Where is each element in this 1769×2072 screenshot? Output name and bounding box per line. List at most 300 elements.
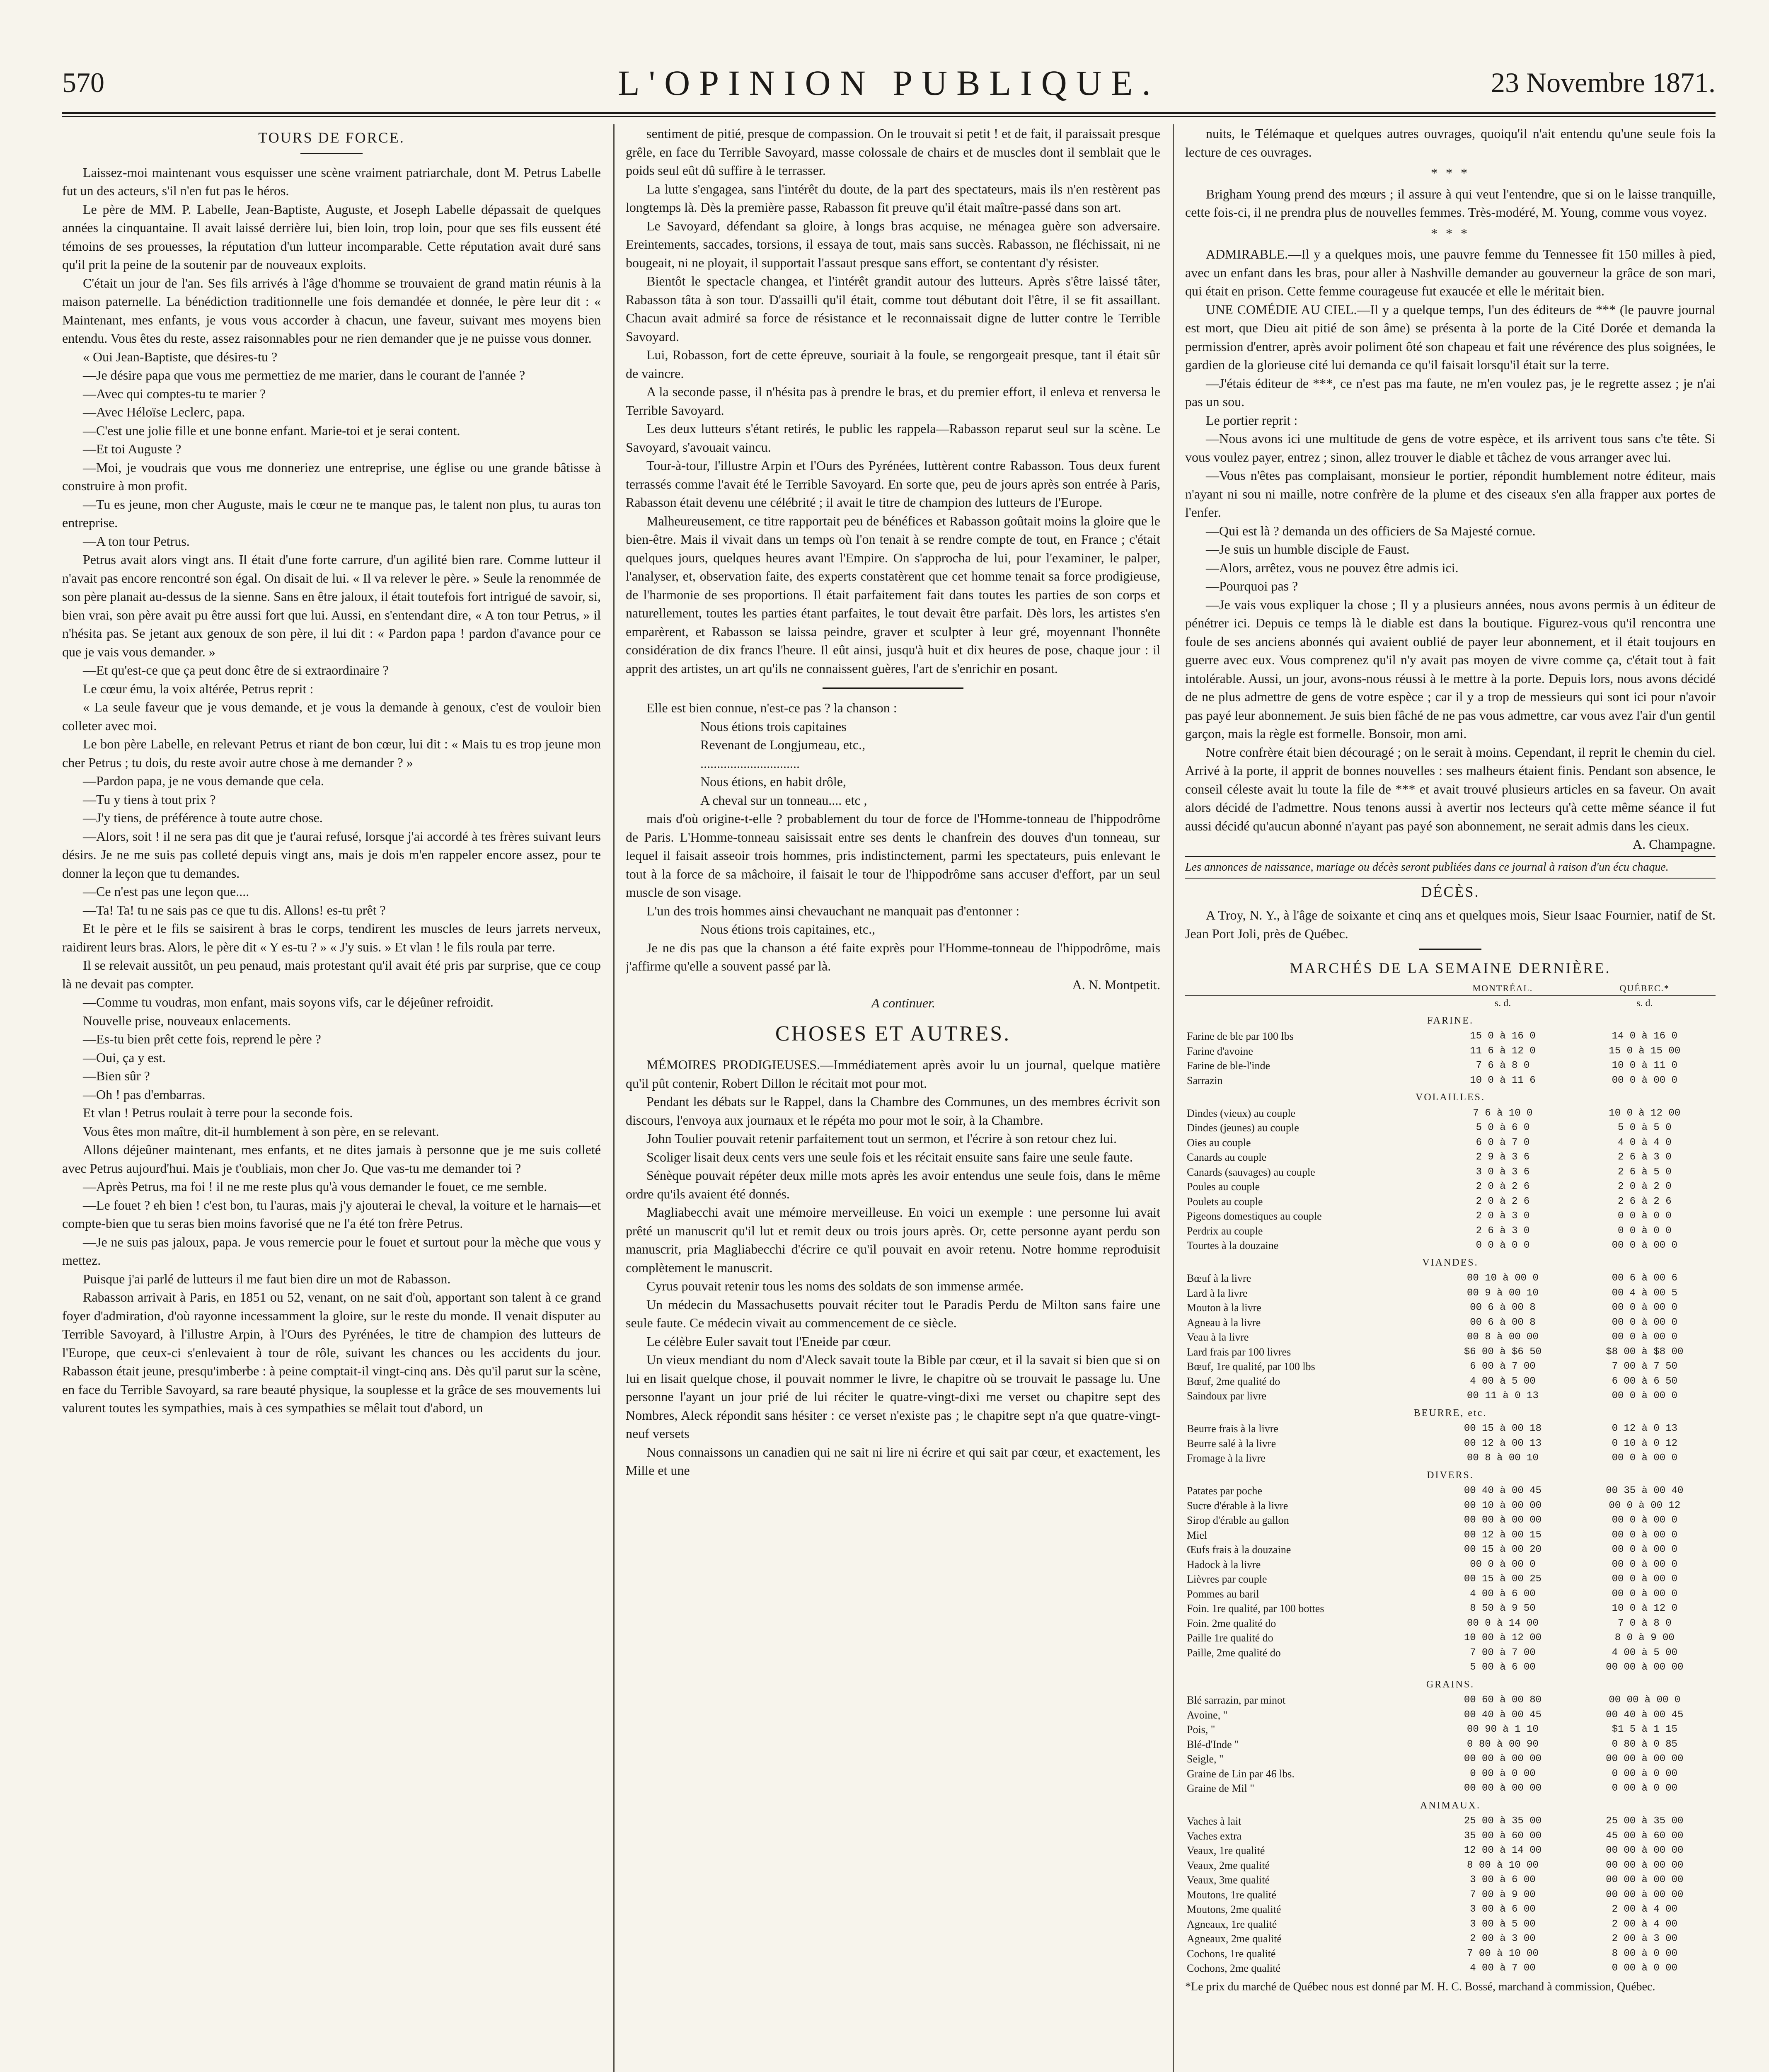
paragraph: Nous étions trois capitaines <box>700 719 847 734</box>
market-section-heading: VIANDES. <box>1422 1257 1479 1268</box>
market-item: Agneau à la livre <box>1187 1316 1261 1329</box>
market-item: Paille 1re qualité do <box>1187 1632 1273 1644</box>
quebec-price: 00 00 à 00 00 <box>1606 1753 1684 1765</box>
quebec-price: 45 00 à 60 00 <box>1606 1830 1684 1842</box>
paragraph: —Comme tu voudras, mon enfant, mais soyons vifs, car le déjeûner refroidit. <box>83 995 494 1009</box>
montreal-price: 4 00 à 6 00 <box>1470 1588 1536 1600</box>
market-item: Poules au couple <box>1187 1181 1260 1193</box>
paragraph: —J'y tiens, de préférence à toute autre chose. <box>83 810 323 825</box>
quebec-price: 0 80 à 0 85 <box>1612 1738 1678 1750</box>
paragraph: Vous êtes mon maître, dit-il humblement à son père, en se relevant. <box>83 1123 439 1139</box>
market-row <box>1185 1165 1716 1180</box>
market-item: Sarrazin <box>1187 1074 1223 1087</box>
continuation-text <box>1185 124 1716 161</box>
deces-notice: A Troy, N. Y., à l'âge de soixante et cinq ans et quelques mois, Sieur Isaac Fournier, natif de St. Jean Port Joli, près de Québec. <box>1185 908 1716 941</box>
montreal-price: 00 40 à 00 45 <box>1464 1485 1542 1496</box>
montreal-price: 10 0 à 11 6 <box>1470 1075 1536 1086</box>
paragraph: Petrus avait alors vingt ans. Il était d'une forte carrure, d'un agilité bien rare. Comme lutteur il n'avait pas encore rencontré son égal. On disait de lui. « Il va relever le père. » Seule la renommée de son père planait au-dessus de la sienne. Sans en être jaloux, il était toutefois fort intrigué de savoir, si, bien vrai, son père avait pu être aussi fort que lui. Aussi, en s'entendant dire, « A ton tour Petrus, » il n'hésita pas. Se jetant aux genoux de son père, il lui dit : « Pardon papa ! pardon d'avance pour ce que je vais vous demander. » <box>62 552 601 659</box>
market-item: Veaux, 3me qualité <box>1187 1874 1270 1886</box>
paragraph: —Après Petrus, ma foi ! il ne me reste plus qu'à vous demander le fouet, ce me semble. <box>83 1179 547 1194</box>
market-section-heading: VOLAILLES. <box>1416 1092 1485 1103</box>
montreal-price: 00 0 à 14 00 <box>1467 1617 1539 1629</box>
montreal-price: 4 00 à 5 00 <box>1470 1375 1536 1387</box>
quebec-price: 2 6 à 3 0 <box>1617 1152 1672 1163</box>
market-row <box>1185 1286 1716 1301</box>
market-section-heading: DIVERS. <box>1427 1469 1474 1481</box>
quebec-price: 00 00 à 00 00 <box>1606 1845 1684 1856</box>
montreal-price: 00 15 à 00 18 <box>1464 1423 1542 1434</box>
quebec-price: 00 00 à 00 0 <box>1609 1694 1681 1706</box>
paragraph: Nous étions, en habit drôle, <box>700 774 846 789</box>
market-row <box>1185 1528 1716 1543</box>
paragraph: —Tu es jeune, mon cher Auguste, mais le cœur ne te manque pas, le talent non plus, tu auras ton entreprise. <box>62 496 601 530</box>
paragraph: Notre confrère était bien découragé ; on le serait à moins. Cependant, il reprit le chemin du ciel. Arrivé à la porte, il apprit de bonnes nouvelles : ses malheurs étaient finis. Pendant son absence, le conseil céleste avait lu toute la file de *** et avait trouvé plusieurs articles en sa faveur. On avait alors décidé de l'admettre. Nous tenons aussi à avertir nos lecteurs qu'à cette même séance il fut aussi décidé qu'aucun abonné n'ayant pas payé son abonnement, ne serait admis dans les cieux. <box>1185 744 1716 833</box>
paragraph: Rabasson arrivait à Paris, en 1851 ou 52, venant, on ne sait d'où, apportant son talent à ce grand foyer d'admiration, d'où rayonne incessamment la gloire, sur le reste du monde. Il venait disputer au Terrible Savoyard, à l'illustre Arpin, à l'Ours des Pyrénées, le titre de champion des lutteurs de l'Europe, que ceux-ci s'enlevaient à tour de rôle, suivant les chances ou les accidents du jour. Rabasson était jeune, presqu'imberbe : à peine comptait-il vingt-cinq ans. Dès qu'il parut sur la scène, en face du Terrible Savoyard, sa rare beauté physique, la souplesse et la grâce de ses mouvements lui valurent toutes les sympathies, mais à ces sympathies se mêlait tout d'abord, un <box>62 1290 601 1415</box>
market-col-head: MONTRÉAL. <box>1432 981 1573 996</box>
market-row <box>1185 1631 1716 1646</box>
market-row <box>1185 1814 1716 1829</box>
market-item: Bœuf, 2me qualité do <box>1187 1375 1280 1387</box>
montreal-price: 6 0 à 7 0 <box>1476 1137 1530 1148</box>
market-item: Oies au couple <box>1187 1136 1251 1149</box>
montreal-price: 00 15 à 00 20 <box>1464 1544 1542 1555</box>
quebec-price: 2 00 à 4 00 <box>1612 1904 1678 1915</box>
title-rule <box>300 153 363 154</box>
paragraph: —J'étais éditeur de ***, ce n'est pas ma faute, ne m'en voulez pas, je le regrette assez ; je n'ai pas un sou. <box>1185 375 1716 409</box>
market-item: Farine de ble par 100 lbs <box>1187 1030 1294 1042</box>
montreal-price: 00 40 à 00 45 <box>1464 1709 1542 1721</box>
montreal-price: 8 00 à 10 00 <box>1467 1859 1539 1871</box>
quebec-price: 7 00 à 7 50 <box>1612 1361 1678 1372</box>
quebec-price: 00 0 à 00 12 <box>1609 1500 1681 1511</box>
market-item: Sirop d'érable au gallon <box>1187 1514 1289 1526</box>
montreal-price: 00 60 à 00 80 <box>1464 1694 1542 1706</box>
paragraph: Magliabecchi avait une mémoire merveilleuse. En voici un exemple : une personne lui avait prêté un manuscrit qu'il lut et remit deux ou trois jours après. Or, cette personne ayant perdu son manuscrit, pria Magliabecchi d'écrire ce qu'il pouvait en avoir retenu. Notre homme reproduisit complètement le manuscrit. <box>626 1205 1160 1275</box>
montreal-price: 6 00 à 7 00 <box>1470 1361 1536 1372</box>
paragraph: Et vlan ! Petrus roulait à terre pour la seconde fois. <box>83 1105 353 1120</box>
montreal-price: 00 10 à 00 00 <box>1464 1500 1542 1511</box>
market-item: Cochons, 1re qualité <box>1187 1947 1276 1960</box>
paragraph: Il se relevait aussitôt, un peu penaud, mais protestant qu'il avait été pris par surprise, que ce coup là ne devait pas compter. <box>62 958 601 991</box>
paragraph: —Avec qui comptes-tu te marier ? <box>83 386 266 401</box>
paragraph: Revenant de Longjumeau, etc., <box>700 737 866 752</box>
header-rule <box>62 112 1716 114</box>
paragraph: Sénèque pouvait répéter deux mille mots après les avoir entendus une seule fois, dans le même ordre qu'ils avaient été donnés. <box>626 1168 1160 1201</box>
market-item: Pigeons domestiques au couple <box>1187 1210 1322 1222</box>
market-item: Farine de ble-l'inde <box>1187 1060 1270 1072</box>
market-item: Saindoux par livre <box>1187 1390 1267 1402</box>
paragraph: nuits, le Télémaque et quelques autres ouvrages, quoiqu'il n'ait entendu qu'une seule fois la lecture de ces ouvrages. <box>1185 126 1716 160</box>
quebec-price: 14 0 à 16 0 <box>1612 1031 1678 1042</box>
market-item: Foin. 1re qualité, par 100 bottes <box>1187 1602 1324 1615</box>
market-row <box>1185 1722 1716 1737</box>
paragraph: —Oui, ça y est. <box>83 1050 166 1065</box>
paragraph: A la seconde passe, il n'hésita pas à prendre le bras, et du premier effort, il enleva et renversa le Terrible Savoyard. <box>626 384 1160 418</box>
newspaper-title: L'OPINION PUBLIQUE. <box>618 63 1160 103</box>
montreal-price: 5 00 à 6 00 <box>1470 1662 1536 1673</box>
montreal-price: 00 00 à 00 00 <box>1464 1783 1542 1794</box>
paragraph: Le bon père Labelle, en relevant Petrus et riant de bon cœur, lui dit : « Mais tu es trop jeune mon cher Petrus ; tu dois, du reste avoir autre chose à me demander ? » <box>62 736 601 770</box>
quebec-price: 00 0 à 00 0 <box>1612 1559 1678 1570</box>
market-section-heading: FARINE. <box>1427 1015 1474 1026</box>
market-item: Farine d'avoine <box>1187 1045 1253 1057</box>
montreal-price: 25 00 à 35 00 <box>1464 1815 1542 1827</box>
market-row <box>1185 1044 1716 1059</box>
montreal-price: 00 9 à 00 10 <box>1467 1287 1539 1299</box>
quebec-price: 2 0 à 2 0 <box>1617 1181 1672 1192</box>
market-section-heading: BEURRE, etc. <box>1413 1407 1487 1418</box>
market-item: Poulets au couple <box>1187 1195 1263 1208</box>
montreal-price: 4 00 à 7 00 <box>1470 1963 1536 1974</box>
market-row <box>1185 1708 1716 1723</box>
quebec-price: 00 0 à 00 0 <box>1612 1390 1678 1402</box>
market-row <box>1185 1917 1716 1932</box>
market-row <box>1185 1179 1716 1194</box>
montreal-price: 11 6 à 12 0 <box>1470 1045 1536 1057</box>
market-item: Veaux, 2me qualité <box>1187 1859 1270 1871</box>
paragraph: Le père de MM. P. Labelle, Jean-Baptiste, Auguste, et Joseph Labelle dépassait de quelques années la cinquantaine. Il avait laissé derrière lui, bien loin, trop loin, pour que ses fils eussent été témoins de ses prouesses, la réputation d'un lutteur incomparable. Cette réputation avait duré sans qu'il prit la peine de la soutenir par de nouveaux exploits. <box>62 201 601 272</box>
quebec-price: 00 4 à 00 5 <box>1612 1287 1678 1299</box>
market-item: Vaches à lait <box>1187 1815 1241 1827</box>
quebec-price: 00 0 à 00 0 <box>1612 1302 1678 1313</box>
separator-stars: * * * <box>1431 225 1470 241</box>
column-2 <box>626 124 1160 2072</box>
quebec-price: 00 6 à 00 6 <box>1612 1273 1678 1284</box>
market-row <box>1185 1587 1716 1602</box>
market-row <box>1185 1498 1716 1513</box>
market-row <box>1185 1073 1716 1088</box>
quebec-price: 10 0 à 12 0 <box>1612 1603 1678 1614</box>
column-3 <box>1185 124 1716 2072</box>
montreal-price: 2 9 à 3 6 <box>1476 1152 1530 1163</box>
market-item: Bœuf, 1re qualité, par 100 lbs <box>1187 1360 1315 1372</box>
quebec-price: 00 0 à 00 0 <box>1612 1529 1678 1541</box>
market-section-heading: GRAINS. <box>1426 1679 1475 1690</box>
market-row <box>1185 1932 1716 1946</box>
quebec-price: 00 0 à 00 0 <box>1612 1588 1678 1600</box>
market-row <box>1185 1902 1716 1917</box>
market-row <box>1185 1843 1716 1858</box>
market-row <box>1185 1858 1716 1873</box>
market-footnote: *Le prix du marché de Québec nous est donné par M. H. C. Bossé, marchand à commission, Québec. <box>1185 1980 1655 1993</box>
paragraph: Nouvelle prise, nouveaux enlacements. <box>83 1013 291 1028</box>
market-item: Lièvres par couple <box>1187 1573 1267 1585</box>
montreal-price: 00 6 à 00 8 <box>1470 1302 1536 1313</box>
quebec-price: $8 00 à $8 00 <box>1606 1346 1684 1358</box>
paragraph: Nous connaissons un canadien qui ne sait ni lire ni écrire et qui sait par cœur, et exactement, les Mille et une <box>626 1444 1160 1478</box>
quebec-price: 00 0 à 00 0 <box>1612 1331 1678 1343</box>
quebec-price: 6 00 à 6 50 <box>1612 1375 1678 1387</box>
song-line: Nous étions trois capitaines, etc., <box>700 922 876 937</box>
market-row <box>1185 1513 1716 1528</box>
market-item: Œufs frais à la douzaine <box>1187 1544 1291 1556</box>
market-item: Beurre salé à la livre <box>1187 1437 1276 1450</box>
paragraph: —Je désire papa que vous me permettiez de me marier, dans le courant de l'année ? <box>83 368 525 382</box>
montreal-price: 10 00 à 12 00 <box>1464 1632 1542 1644</box>
market-row <box>1185 1616 1716 1631</box>
quebec-price: 00 00 à 00 00 <box>1606 1662 1684 1673</box>
paragraph: « La seule faveur que je vous demande, et je vous la demande à genoux, c'est de vouloir bien colleter avec moi. <box>62 700 601 733</box>
montreal-price: 7 00 à 7 00 <box>1470 1647 1536 1658</box>
market-item: Paille, 2me qualité do <box>1187 1646 1281 1659</box>
article-body <box>62 163 601 1417</box>
market-item: Canards au couple <box>1187 1151 1267 1163</box>
quebec-price: 00 0 à 00 0 <box>1612 1317 1678 1328</box>
paragraph: .............................. <box>700 755 800 771</box>
montreal-price: 7 00 à 10 00 <box>1467 1948 1539 1959</box>
market-row <box>1185 1150 1716 1165</box>
page-number: 570 <box>62 67 104 98</box>
article-body-3 <box>626 939 1160 975</box>
montreal-price: 7 6 à 8 0 <box>1476 1060 1530 1071</box>
market-item: Fromage à la livre <box>1187 1452 1266 1464</box>
paragraph: —Je suis un humble disciple de Faust. <box>1206 542 1410 557</box>
paragraph: Cyrus pouvait retenir tous les noms des soldats de son immense armée. <box>646 1278 1024 1293</box>
paragraph: Et le père et le fils se saisirent à bras le corps, tendirent les muscles de leurs jarrets nerveux, raidirent leurs bras. Alors, le père dit « Y es-tu ? » « J'y suis. » Et vlan ! le fils roula par terre. <box>62 921 601 954</box>
separator-stars: * * * <box>1431 165 1470 180</box>
market-item: Vaches extra <box>1187 1830 1242 1842</box>
paragraph: Pendant les débats sur le Rappel, dans la Chambre des Communes, un des membres écrivit son discours, l'envoya aux journaux et le répéta mo pour mot le soir, à la Chambre. <box>626 1094 1160 1128</box>
market-row <box>1185 1767 1716 1782</box>
montreal-price: 00 90 à 1 10 <box>1467 1724 1539 1735</box>
paragraph: A cheval sur un tonneau.... etc , <box>700 792 867 808</box>
masthead <box>62 62 1716 108</box>
market-item: Dindes (vieux) au couple <box>1187 1107 1296 1119</box>
market-item: Canards (sauvages) au couple <box>1187 1166 1315 1178</box>
montreal-price: 2 0 à 2 6 <box>1476 1196 1530 1207</box>
paragraph: —Nous avons ici une multitude de gens de votre espèce, et ils arrivent tous sans c'te tête. Si vous voulez payer, entrez ; sinon, allez trouver le diable et tâchez de vous arranger avec lui. <box>1185 431 1716 465</box>
market-row <box>1185 1752 1716 1767</box>
market-item: Foin. 2me qualité do <box>1187 1617 1276 1629</box>
montreal-price: 2 0 à 2 6 <box>1476 1181 1530 1192</box>
paragraph: sentiment de pitié, presque de compassion. On le trouvait si petit ! et de fait, il paraissait presque grêle, en face du Terrible Savoyard, masse colossale de chairs et de muscles dont il semblait que le poids seul eût dû suffire à le terrasser. <box>626 126 1160 178</box>
paragraph: Je ne dis pas que la chanson a été faite exprès pour l'Homme-tonneau de l'hippodrôme, mais j'affirme qu'elle a souvent passé par là. <box>626 940 1160 973</box>
paragraph: —Oh ! pas d'embarras. <box>83 1087 206 1102</box>
market-row <box>1185 1484 1716 1498</box>
montreal-price: 7 00 à 9 00 <box>1470 1889 1536 1900</box>
montreal-price: 0 80 à 00 90 <box>1467 1738 1539 1750</box>
montreal-price: 3 00 à 6 00 <box>1470 1904 1536 1915</box>
montreal-price: 00 6 à 00 8 <box>1470 1317 1536 1328</box>
montreal-price: 35 00 à 60 00 <box>1464 1830 1542 1842</box>
quebec-price: 00 00 à 00 00 <box>1606 1874 1684 1886</box>
market-item: Moutons, 1re qualité <box>1187 1888 1276 1901</box>
quebec-price: 25 00 à 35 00 <box>1606 1815 1684 1827</box>
issue-date: 23 Novembre 1871. <box>1491 67 1716 98</box>
section-rule <box>823 687 963 689</box>
choses-et-autres-body <box>626 1055 1160 1480</box>
paragraph: UNE COMÉDIE AU CIEL.—Il y a quelque temps, l'un des éditeurs de *** (le pauvre journal est mort, que Dieu ait pitié de son âme) se présenta à la porte de la Cité Dorée et demanda la permission d'entrer, après avoir poliment ôté son chapeau et fait une révérence des plus soignées, le gardien de la glorieuse cité lui demanda ce qu'il faisait lorsqu'il était sur la terre. <box>1185 302 1716 372</box>
paragraph: —Et qu'est-ce que ça peut donc être de si extraordinaire ? <box>83 663 389 678</box>
montreal-price: 2 00 à 3 00 <box>1470 1933 1536 1944</box>
market-item: Blé sarrazin, par minot <box>1187 1694 1286 1706</box>
market-item: Blé-d'Inde " <box>1187 1738 1239 1750</box>
paragraph: —Ce n'est pas une leçon que.... <box>83 884 249 899</box>
montreal-price: 3 00 à 5 00 <box>1470 1918 1536 1930</box>
paragraph: —Pardon papa, je ne vous demande que cela. <box>83 773 324 788</box>
paragraph: Le célèbre Euler savait tout l'Eneide par cœur. <box>646 1334 891 1349</box>
market-row <box>1185 1572 1716 1587</box>
market-item: Lard à la livre <box>1187 1287 1248 1299</box>
quebec-price: 7 0 à 8 0 <box>1617 1617 1672 1629</box>
paragraph: —Es-tu bien prêt cette fois, reprend le père ? <box>83 1031 321 1046</box>
quebec-price: 00 0 à 00 0 <box>1612 1240 1678 1251</box>
market-item: Pommes au baril <box>1187 1588 1259 1600</box>
paragraph: Bientôt le spectacle changea, et l'intérêt grandit autour des lutteurs. Après s'être laissé tâter, Rabasson tâta à son tour. D'assailli qu'il était, comme tout débutant doit l'être, il se fit assaillant. Chacun avait admiré sa force de résistance et le reconnaissait digne de lutter contre le Terrible Savoyard. <box>626 274 1160 344</box>
market-row <box>1185 1436 1716 1451</box>
article-continuation <box>626 124 1160 678</box>
market-row <box>1185 1058 1716 1073</box>
market-row <box>1185 1359 1716 1374</box>
market-row <box>1185 1106 1716 1121</box>
quebec-price: 2 6 à 5 0 <box>1617 1166 1672 1178</box>
market-item: Pois, " <box>1187 1723 1215 1736</box>
quebec-price: 00 0 à 00 0 <box>1612 1573 1678 1585</box>
market-row <box>1185 1601 1716 1616</box>
unit-head: s. d. <box>1494 998 1511 1009</box>
quebec-price: 00 0 à 00 0 <box>1612 1515 1678 1526</box>
article-title: TOURS DE FORCE. <box>258 129 405 146</box>
market-item: Lard frais par 100 livres <box>1187 1346 1291 1358</box>
market-row <box>1185 1194 1716 1209</box>
quebec-price: 0 10 à 0 12 <box>1612 1438 1678 1449</box>
market-row <box>1185 1389 1716 1404</box>
song-verse <box>626 717 1160 810</box>
montreal-price: $6 00 à $6 50 <box>1464 1346 1542 1358</box>
quebec-price: 00 0 à 00 0 <box>1612 1544 1678 1555</box>
rule <box>1419 949 1481 950</box>
montreal-price: 00 10 à 00 0 <box>1467 1273 1539 1284</box>
author-signature: A. N. Montpetit. <box>1072 977 1160 992</box>
market-row <box>1185 1330 1716 1345</box>
market-item: Veaux, 1re qualité <box>1187 1844 1265 1857</box>
market-title: MARCHÉS DE LA SEMAINE DERNIÈRE. <box>1290 960 1611 976</box>
quebec-price: 0 00 à 0 00 <box>1612 1783 1678 1794</box>
quebec-price: 2 00 à 3 00 <box>1612 1933 1678 1944</box>
paragraph: Un vieux mendiant du nom d'Aleck savait toute la Bible par cœur, et il la savait si bien que si on lui en lisait quelque chose, il pouvait nommer le livre, le chapitre où se trouvait le passage lu. Une personne l'ayant un jour prié de lui réciter le quatre-vingt-dixi me verset ou chapitre sept des Nombres, Aleck répondit sans hésiter : ce verset n'existe pas ; le chapitre sept n'a que quatre-vingt-neuf versets <box>626 1352 1160 1441</box>
paragraph: Un médecin du Massachusetts pouvait réciter tout le Paradis Perdu de Milton sans faire une seule faute. Ce médecin vivait au commencement de ce siècle. <box>626 1297 1160 1330</box>
market-section-heading: ANIMAUX. <box>1420 1800 1481 1811</box>
quebec-price: 8 00 à 0 00 <box>1612 1948 1678 1959</box>
column-divider <box>1173 124 1174 2072</box>
paragraph: Tour-à-tour, l'illustre Arpin et l'Ours des Pyrénées, luttèrent contre Rabasson. Tous deux furent terrassés comme l'avait été le Terrible Savoyard. En sorte que, peu de jours après son entrée à Paris, Rabasson était devenu une célébrité ; il avait le titre de champion des lutteurs de l'Europe. <box>626 458 1160 510</box>
paragraph: —Bien sûr ? <box>83 1068 150 1083</box>
market-row <box>1185 1646 1716 1661</box>
quebec-price: 15 0 à 15 00 <box>1609 1045 1681 1057</box>
market-row <box>1185 1421 1716 1436</box>
section-title: CHOSES ET AUTRES. <box>775 1021 1011 1046</box>
paragraph: —Avec Héloïse Leclerc, papa. <box>83 404 245 419</box>
paragraph: —A ton tour Petrus. <box>83 533 190 549</box>
market-row <box>1185 1224 1716 1239</box>
montreal-price: 7 6 à 10 0 <box>1473 1107 1533 1119</box>
montreal-price: 00 12 à 00 15 <box>1464 1529 1542 1541</box>
paragraph: Puisque j'ai parlé de lutteurs il me faut bien dire un mot de Rabasson. <box>83 1271 451 1286</box>
market-row <box>1185 1542 1716 1557</box>
montreal-price: 00 00 à 00 00 <box>1464 1753 1542 1765</box>
market-item: Veau à la livre <box>1187 1331 1249 1343</box>
market-item: Hadock à la livre <box>1187 1558 1261 1571</box>
market-row <box>1185 1557 1716 1572</box>
notice: Les annonces de naissance, mariage ou décès seront publiées dans ce journal à raison d'un écu chaque. <box>1185 860 1669 874</box>
montreal-price: 00 15 à 00 25 <box>1464 1573 1542 1585</box>
montreal-price: 5 0 à 6 0 <box>1476 1122 1530 1133</box>
quebec-price: 00 40 à 00 45 <box>1606 1709 1684 1721</box>
market-row <box>1185 1946 1716 1961</box>
montreal-price: 00 8 à 00 00 <box>1467 1331 1539 1343</box>
market-row <box>1185 1737 1716 1752</box>
market-item: Bœuf à la livre <box>1187 1272 1251 1284</box>
paragraph: C'était un jour de l'an. Ses fils arrivés à l'âge d'homme se trouvaient de grand matin réunis à la maison paternelle. La bénédiction traditionnelle une fois demandée et donnée, le père leur dit : « Maintenant, mes enfants, je vous vous accorder à chacun, une faveur, suivant mes moyens bien entendu. Vous êtes du reste, assez raisonnables pour ne rien demander que je ne puisse vous donner. <box>62 275 601 346</box>
paragraph: —Alors, arrêtez, vous ne pouvez être admis ici. <box>1206 560 1459 575</box>
market-row <box>1185 1209 1716 1224</box>
market-item: Avoine, " <box>1187 1709 1228 1721</box>
market-row <box>1185 1888 1716 1903</box>
market-row <box>1185 1315 1716 1330</box>
market-row <box>1185 1345 1716 1360</box>
quebec-price: 00 00 à 00 00 <box>1606 1889 1684 1900</box>
unit-head: s. d. <box>1636 998 1653 1009</box>
paragraph: —Le fouet ? eh bien ! c'est bon, tu l'auras, mais j'y ajouterai le cheval, la voiture et le harnais—et compte-bien que tu seras bien moins favorisé que ne l'a été ton frère Petrus. <box>62 1197 601 1231</box>
paragraph: L'un des trois hommes ainsi chevauchant ne manquait pas d'entonner : <box>646 903 1020 918</box>
market-item: Moutons, 2me qualité <box>1187 1903 1281 1915</box>
paragraph: —Vous n'êtes pas complaisant, monsieur le portier, répondit humblement notre éditeur, mais n'ayant ni sou ni maille, notre confrère de la plume et des ciseaux s'en alla frapper aux portes de l'enfer. <box>1185 468 1716 520</box>
market-row <box>1185 1693 1716 1708</box>
montreal-price: 00 8 à 00 10 <box>1467 1452 1539 1464</box>
author-signature: A. Champagne. <box>1633 837 1716 852</box>
quebec-price: 10 0 à 12 00 <box>1609 1107 1681 1119</box>
market-item <box>1185 1660 1432 1675</box>
paragraph: Les deux lutteurs s'étant retirés, le public les rappela—Rabasson reparut seul sur la scène. Le Savoyard, s'avouait vaincu. <box>626 421 1160 455</box>
market-row <box>1185 1374 1716 1389</box>
deces-title: DÉCÈS. <box>1421 883 1480 900</box>
market-row <box>1185 1300 1716 1315</box>
quebec-price: 4 00 à 5 00 <box>1612 1647 1678 1658</box>
market-item: Perdrix au couple <box>1187 1225 1263 1237</box>
anecdotes-body <box>1185 245 1716 835</box>
market-item: Tourtes à la douzaine <box>1187 1239 1279 1251</box>
rule <box>1185 856 1716 857</box>
quebec-price: 0 0 à 0 0 <box>1617 1225 1672 1237</box>
montreal-price: 00 11 à 0 13 <box>1467 1390 1539 1402</box>
market-row <box>1185 1029 1716 1044</box>
quebec-price: 00 0 à 00 0 <box>1612 1075 1678 1086</box>
quebec-price: 0 12 à 0 13 <box>1612 1423 1678 1434</box>
market-row <box>1185 1660 1716 1675</box>
montreal-price: 0 00 à 0 00 <box>1470 1768 1536 1779</box>
market-col-head: QUÉBEC.* <box>1574 981 1716 996</box>
article-body-2 <box>626 809 1160 920</box>
quebec-price: 4 0 à 4 0 <box>1617 1137 1672 1148</box>
montreal-price: 8 50 à 9 50 <box>1470 1603 1536 1614</box>
quebec-price: $1 5 à 1 15 <box>1612 1724 1678 1735</box>
market-row <box>1185 1451 1716 1466</box>
quebec-price: 0 00 à 0 00 <box>1612 1963 1678 1974</box>
market-table <box>1185 981 1716 1976</box>
quebec-price: 0 0 à 0 0 <box>1617 1210 1672 1222</box>
paragraph: Le portier reprit : <box>1206 412 1298 428</box>
market-row <box>1185 1961 1716 1976</box>
paragraph: —Je ne suis pas jaloux, papa. Je vous remercie pour le fouet et surtout pour la mèche que vous y mettez. <box>62 1234 601 1268</box>
rule <box>1185 878 1716 879</box>
montreal-price: 2 6 à 3 0 <box>1476 1225 1530 1237</box>
quebec-price: 2 00 à 4 00 <box>1612 1918 1678 1930</box>
paragraph: MÉMOIRES PRODIGIEUSES.—Immédiatement après avoir lu un journal, quelque matière qu'il pût contenir, Robert Dillon le récitait mot pour mot. <box>626 1057 1160 1091</box>
paragraph: Malheureusement, ce titre rapportait peu de bénéfices et Rabasson goûtait moins la gloire que le bien-être. Mais il vivait dans un temps où l'on tenait à se rendre compte de tout, en France ; c'était quelques jours, quelques heures avant l'Empire. On s'approcha de lui, pour l'examiner, le palper, l'analyser, et, observation faite, des experts constatèrent que cet homme tenait sa force prodigieuse, de l'harmonie de ses proportions. Il était parfaitement fait dans toutes les parties de son corps et naturellement, toutes les parties étant parfaites, le tout devait être parfait. Dès lors, les artistes s'en emparèrent, et Rabasson se laissa peindre, graver et sculpter à leur gré, moyennant l'honnête considération de dix francs l'heure. Il eût ainsi, jusqu'à huit et dix heures de pose, chaque jour : il apprit des artistes, un art qu'ils ne connaissent guères, l'art de s'enrichir en posant. <box>626 513 1160 676</box>
paragraph: —Qui est là ? demanda un des officiers de Sa Majesté cornue. <box>1206 523 1536 538</box>
market-item: Beurre frais à la livre <box>1187 1423 1278 1435</box>
market-item: Agneaux, 2me qualité <box>1187 1933 1282 1945</box>
